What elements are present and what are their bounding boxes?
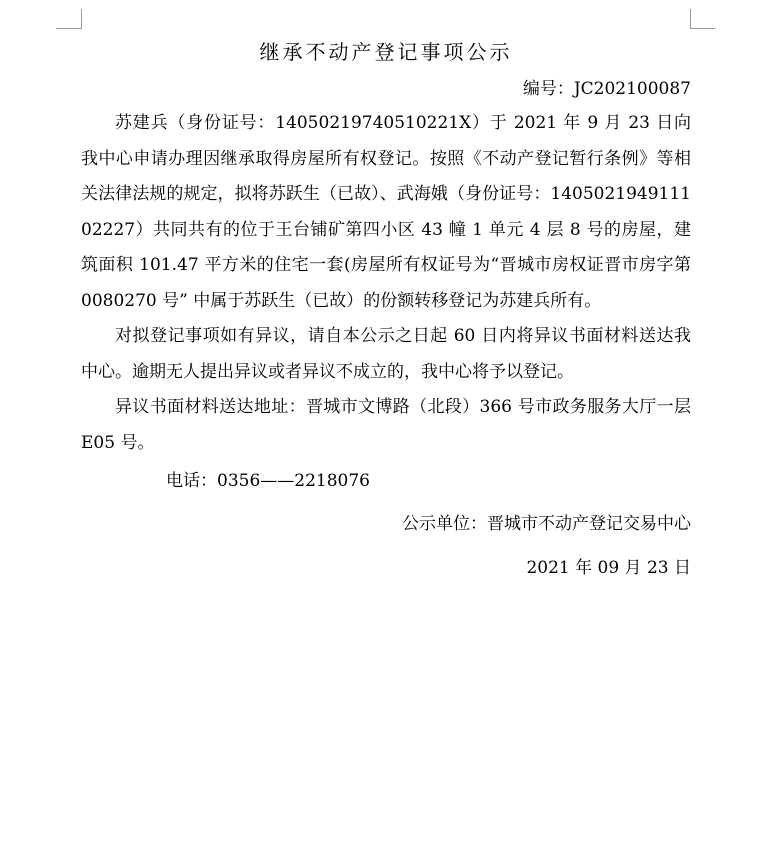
- crop-mark-top-right: [690, 9, 715, 29]
- issuer-unit: 公示单位：晋城市不动产登记交易中心: [402, 514, 691, 534]
- serial-number: 编号：JC202100087: [522, 79, 691, 99]
- paragraph-address: 异议书面材料送达地址：晋城市文博路（北段）366 号市政务服务大厅一层 E05 号。: [81, 397, 691, 453]
- paragraph-main: 苏建兵（身份证号：14050219740510221X）于 2021 年 9 月 23 日向我中心申请办理因继承取得房屋所有权登记。按照《不动产登记暂行条例》等相关法律法规的规定，拟将苏跃生（已故）、武海娥（身份证号：140502194911102227）共同共有的位于王台铺矿第四小区 43 幢 1 单元 4 层 8 号的房屋，建筑面积 101.47 平方米的住宅一套(房屋所有权证号为“晋城市房权证晋市房字第 0080270 号” 中属于苏跃生（已故）的份额转移登记为苏建兵所有。: [81, 113, 691, 311]
- document-title: 继承不动产登记事项公示: [259, 40, 513, 64]
- crop-mark-top-left: [56, 9, 82, 29]
- document-body: [81, 34, 691, 589]
- paragraph-objection: 对拟登记事项如有异议，请自本公示之日起 60 日内将异议书面材料送达我中心。逾期无人提出异议或者异议不成立的，我中心将予以登记。: [81, 326, 691, 382]
- issue-date: 2021 年 09 月 23 日: [526, 558, 691, 578]
- contact-phone: 电话：0356——2218076: [166, 471, 370, 491]
